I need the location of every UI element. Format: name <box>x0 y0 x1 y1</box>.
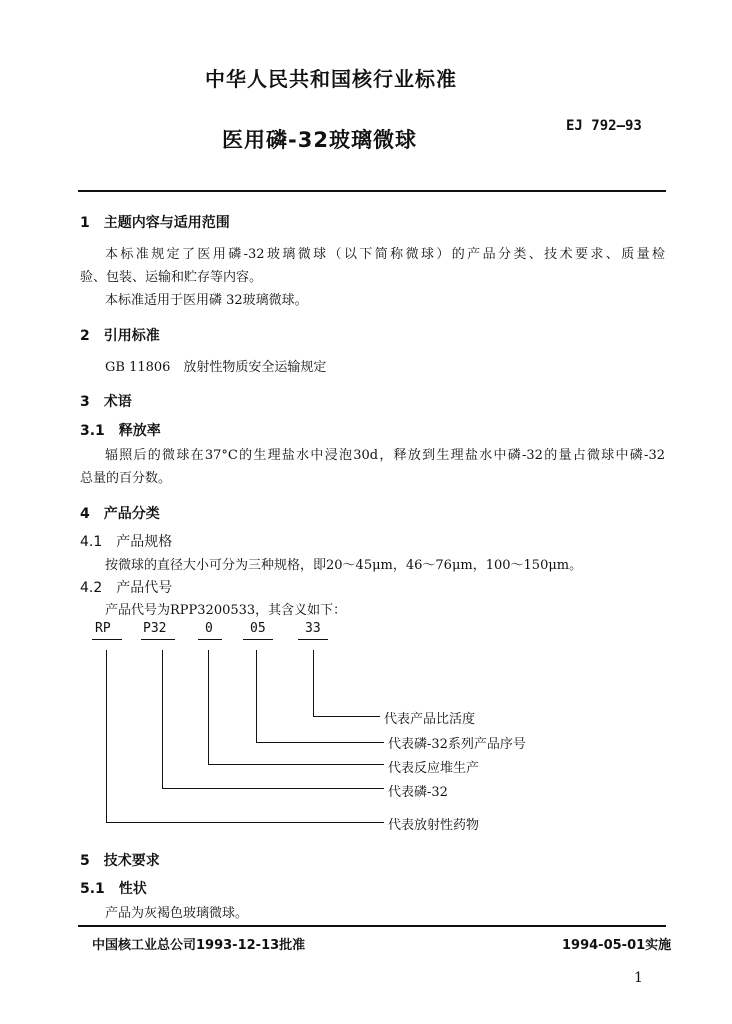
section-1-paragraph-2: 本标准适用于医用磷 32玻璃微球。 <box>105 293 308 308</box>
normative-reference: GB 11806 放射性物质安全运输规定 <box>105 360 327 375</box>
approval-date: 中国核工业总公司1993-12-13批准 <box>92 938 306 953</box>
code-part-rp: RP <box>95 621 111 636</box>
product-specifications: 按微球的直径大小可分为三种规格，即20～45μm，46～76μm，100～150μm。 <box>105 558 583 573</box>
release-rate-definition-line-1: 辐照后的微球在37°C的生理盐水中浸泡30d，释放到生理盐水中磷-32的量占微球中磷-32 <box>105 448 665 463</box>
page-number: 1 <box>634 970 643 986</box>
code-part-activity: 33 <box>305 621 321 636</box>
connector-rp-horizontal <box>106 822 384 823</box>
header-divider <box>78 190 666 192</box>
section-5-1-heading: 5.1 性状 <box>80 881 147 897</box>
connector-reactor-vertical <box>208 650 209 764</box>
section-4-heading: 4 产品分类 <box>80 506 160 522</box>
section-1-paragraph-1-line-2: 验、包装、运输和贮存等内容。 <box>80 270 263 285</box>
connector-activity-vertical <box>313 650 314 716</box>
appearance-description: 产品为灰褐色玻璃微球。 <box>105 906 249 921</box>
connector-serial-horizontal <box>256 742 384 743</box>
release-rate-definition-line-2: 总量的百分数。 <box>80 471 172 486</box>
section-1-heading: 1 主题内容与适用范围 <box>80 215 230 231</box>
issuing-authority: 中华人民共和国核行业标准 <box>205 67 457 91</box>
standard-code: EJ 792—93 <box>566 118 642 134</box>
code-underline-activity <box>298 639 328 640</box>
legend-radiopharmaceutical: 代表放射性药物 <box>388 818 480 833</box>
footer-divider <box>78 925 666 927</box>
connector-activity-horizontal <box>313 716 380 717</box>
code-underline-reactor <box>198 639 222 640</box>
section-5-heading: 5 技术要求 <box>80 853 160 869</box>
code-part-reactor: 0 <box>205 621 213 636</box>
code-part-p32: P32 <box>143 621 167 636</box>
section-3-heading: 3 术语 <box>80 394 132 410</box>
connector-serial-vertical <box>256 650 257 742</box>
section-4-1-heading: 4.1 产品规格 <box>80 534 173 550</box>
section-4-2-heading: 4.2 产品代号 <box>80 580 173 596</box>
legend-serial: 代表磷-32系列产品序号 <box>388 737 526 752</box>
connector-p32-vertical <box>162 650 163 788</box>
section-3-1-heading: 3.1 释放率 <box>80 423 161 439</box>
legend-p32: 代表磷-32 <box>388 785 448 800</box>
document-title: 医用磷-32玻璃微球 <box>222 128 417 152</box>
legend-activity: 代表产品比活度 <box>384 712 476 727</box>
connector-reactor-horizontal <box>208 764 384 765</box>
code-underline-rp <box>92 639 122 640</box>
section-2-heading: 2 引用标准 <box>80 328 160 344</box>
product-code-intro: 产品代号为RPP3200533，其含义如下： <box>105 603 347 618</box>
effective-date: 1994-05-01实施 <box>562 938 672 953</box>
code-underline-serial <box>243 639 273 640</box>
legend-reactor: 代表反应堆生产 <box>388 761 480 776</box>
connector-p32-horizontal <box>162 788 384 789</box>
connector-rp-vertical <box>106 650 107 822</box>
code-part-serial: 05 <box>250 621 266 636</box>
section-1-paragraph-1-line-1: 本标准规定了医用磷-32玻璃微球（以下简称微球）的产品分类、技术要求、质量检 <box>105 247 665 262</box>
code-underline-p32 <box>141 639 175 640</box>
